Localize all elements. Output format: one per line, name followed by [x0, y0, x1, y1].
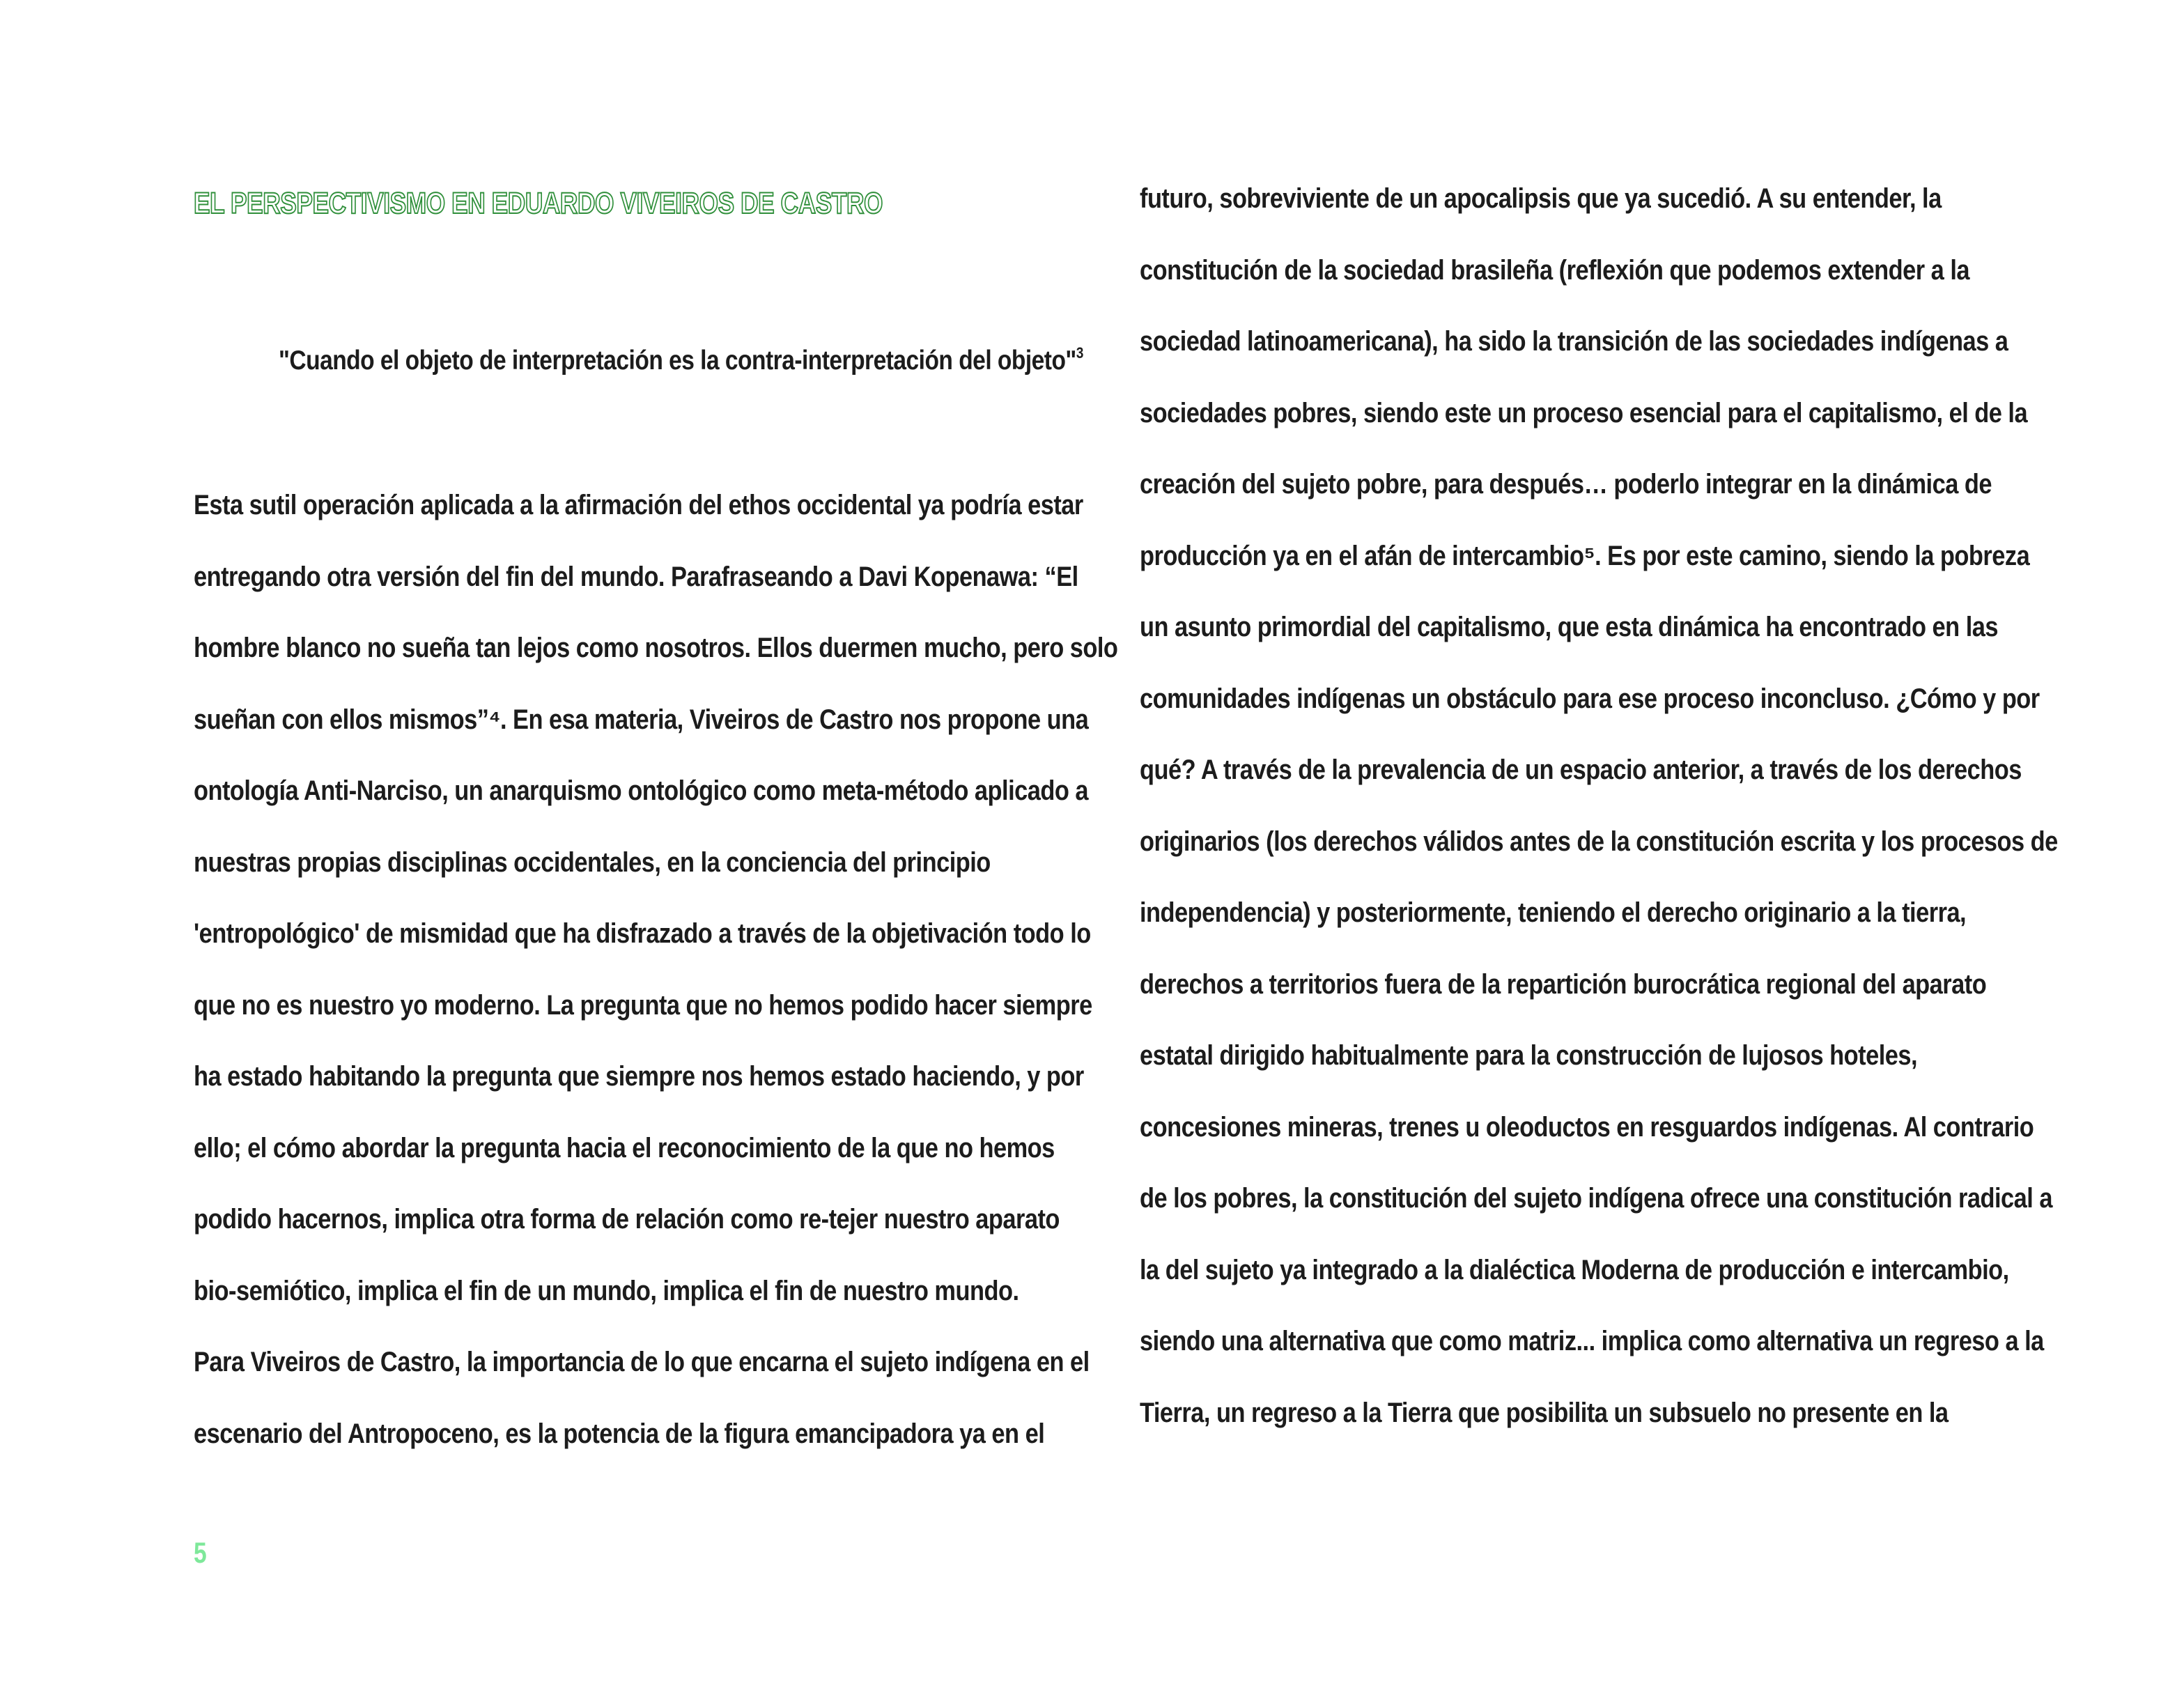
section-heading: EL PERSPECTIVISMO EN EDUARDO VIVEIROS DE CASTRO	[194, 187, 883, 220]
text-line: la del sujeto ya integrado a la dialéctica Moderna de producción e intercambio,	[1140, 1254, 2009, 1285]
text-line: constitución de la sociedad brasileña (reflexión que podemos extender a la	[1140, 254, 1970, 286]
text-line: sueñan con ellos mismos”⁴. En esa materia, Viveiros de Castro nos propone una	[194, 704, 1089, 735]
text-line: Para Viveiros de Castro, la importancia de lo que encarna el sujeto indígena en el	[194, 1347, 1090, 1377]
text-line: sociedades pobres, siendo este un proceso esencial para el capitalismo, el de la	[1140, 397, 2028, 428]
text-line: concesiones mineras, trenes u oleoductos en resguardos indígenas. Al contrario	[1140, 1111, 2034, 1143]
text-line: de los pobres, la constitución del sujeto indígena ofrece una constitución radical a	[1140, 1183, 2052, 1214]
right-column-paragraph	[1140, 181, 2184, 1467]
text-line: ello; el cómo abordar la pregunta hacia el reconocimiento de la que no hemos	[194, 1132, 1055, 1163]
epigraph-footnote-marker: 3	[1076, 344, 1083, 362]
text-line: nuestras propias disciplinas occidentales, en la conciencia del principio	[194, 846, 991, 878]
text-line: Esta sutil operación aplicada a la afirmación del ethos occidental ya podría estar	[194, 490, 1083, 520]
text-line: Tierra, un regreso a la Tierra que posibilita un subsuelo no presente en la	[1140, 1397, 1949, 1428]
text-line: un asunto primordial del capitalismo, que esta dinámica ha encontrado en las	[1140, 612, 1998, 642]
text-line: comunidades indígenas un obstáculo para ese proceso inconcluso. ¿Cómo y por	[1140, 683, 2040, 714]
text-line: 'entropológico' de mismidad que ha disfrazado a través de la objetivación todo lo	[194, 918, 1091, 949]
text-line: futuro, sobreviviente de un apocalipsis que ya sucedió. A su entender, la	[1140, 183, 1942, 214]
epigraph-text: "Cuando el objeto de interpretación es la contra-interpretación del objeto"	[279, 346, 1076, 376]
text-line: bio-semiótico, implica el fin de un mundo, implica el fin de nuestro mundo.	[194, 1275, 1019, 1306]
text-line: entregando otra versión del fin del mundo. Parafraseando a Davi Kopenawa: “El	[194, 561, 1078, 592]
text-line: qué? A través de la prevalencia de un espacio anterior, a través de los derechos	[1140, 755, 2022, 785]
text-line: derechos a territorios fuera de la repartición burocrática regional del aparato	[1140, 968, 1987, 1000]
text-line: creación del sujeto pobre, para después… poderlo integrar en la dinámica de	[1140, 469, 1992, 500]
epigraph-quote	[279, 346, 1083, 376]
text-line: originarios (los derechos válidos antes de la constitución escrita y los procesos de	[1140, 826, 2058, 857]
text-line: estatal dirigido habitualmente para la construcción de lujosos hoteles,	[1140, 1040, 1918, 1071]
page-number: 5	[194, 1536, 207, 1569]
text-line: ha estado habitando la pregunta que siempre nos hemos estado haciendo, y por	[194, 1061, 1084, 1092]
text-line: independencia) y posteriormente, teniendo el derecho originario a la tierra,	[1140, 897, 1967, 928]
text-line: siendo una alternativa que como matriz... implica como alternativa un regreso a la	[1140, 1326, 2044, 1356]
left-column-paragraph	[194, 488, 1268, 1487]
text-line: escenario del Antropoceno, es la potencia de la figura emancipadora ya en el	[194, 1418, 1045, 1449]
text-line: podido hacernos, implica otra forma de relación como re-tejer nuestro aparato	[194, 1204, 1060, 1235]
text-line: ontología Anti-Narciso, un anarquismo ontológico como meta-método aplicado a	[194, 775, 1088, 806]
text-line: hombre blanco no sueña tan lejos como nosotros. Ellos duermen mucho, pero solo	[194, 633, 1118, 663]
text-line: que no es nuestro yo moderno. La pregunta que no hemos podido hacer siempre	[194, 989, 1092, 1021]
text-line: sociedad latinoamericana), ha sido la transición de las sociedades indígenas a	[1140, 326, 2008, 357]
text-line: producción ya en el afán de intercambio⁵. Es por este camino, siendo la pobreza	[1140, 540, 2030, 571]
